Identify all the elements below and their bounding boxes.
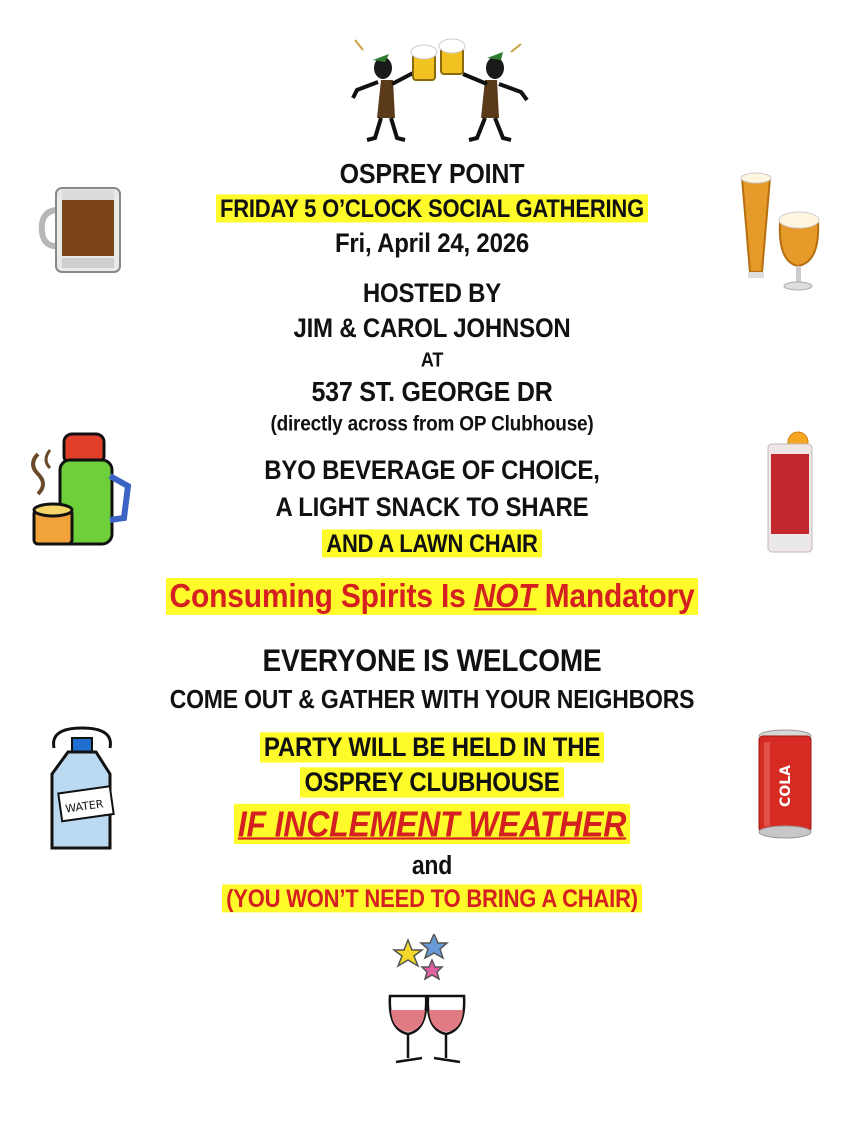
byo-line-3: [0, 529, 864, 558]
dancing-figures-beer-icon: [345, 38, 535, 148]
spirits-notice-text: Consuming Spirits Is NOT Mandatory: [166, 578, 699, 615]
hosted-by-label: HOSTED BY: [362, 278, 502, 309]
event-name: [0, 194, 864, 223]
community-title: OSPREY POINT: [339, 158, 525, 190]
no-chair-note-text: (YOU WON’T NEED TO BRING A CHAIR): [222, 884, 642, 912]
welcome-heading: EVERYONE IS WELCOME: [262, 643, 602, 678]
inclement-weather-text: IF INCLEMENT WEATHER: [234, 804, 630, 844]
party-line-1: [0, 732, 864, 763]
event-name-text: FRIDAY 5 O’CLOCK SOCIAL GATHERING: [216, 194, 648, 222]
party-line-2: [0, 767, 864, 798]
byo-line-2: A LIGHT SNACK TO SHARE: [275, 492, 589, 523]
hosts-names: JIM & CAROL JOHNSON: [293, 313, 571, 344]
and-connector: and: [411, 850, 453, 880]
party-line-1-text: PARTY WILL BE HELD IN THE: [260, 732, 604, 762]
address-note: (directly across from OP Clubhouse): [270, 412, 594, 437]
party-line-2-text: OSPREY CLUBHOUSE: [300, 767, 563, 797]
event-date: Fri, April 24, 2026: [334, 228, 530, 259]
no-chair-note: [0, 884, 864, 913]
spirits-notice: [0, 578, 864, 616]
spirits-not-emphasis: NOT: [473, 577, 537, 615]
byo-line-1: BYO BEVERAGE OF CHOICE,: [264, 455, 600, 486]
toasting-wine-glasses-icon: [382, 934, 474, 1070]
address: 537 ST. GEORGE DR: [311, 376, 553, 408]
byo-line-3-text: AND A LAWN CHAIR: [322, 529, 541, 557]
water-label: WATER: [64, 797, 105, 816]
at-label: AT: [420, 348, 444, 372]
cola-label: COLA: [778, 765, 794, 807]
gather-line: COME OUT & GATHER WITH YOUR NEIGHBORS: [169, 684, 695, 714]
inclement-weather: [0, 804, 864, 845]
